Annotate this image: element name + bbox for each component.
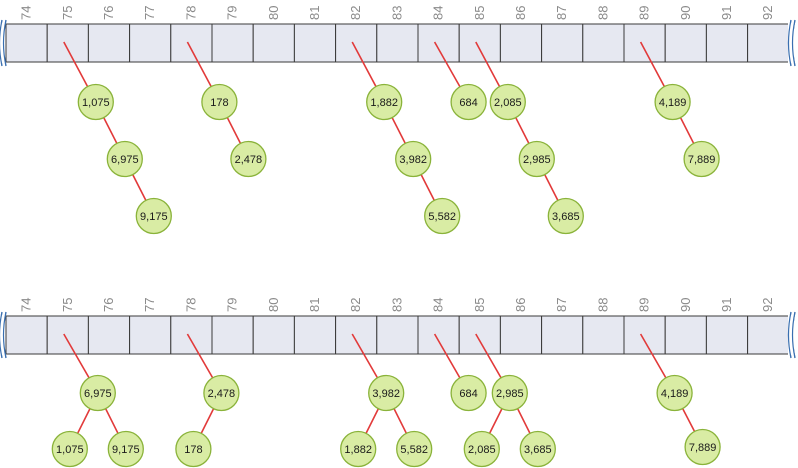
key-label: 3,982 bbox=[399, 154, 427, 166]
key-node bbox=[492, 376, 527, 411]
table-cell bbox=[706, 316, 747, 354]
key-label: 684 bbox=[459, 97, 478, 109]
index-label: 84 bbox=[430, 5, 446, 20]
key-node bbox=[369, 376, 404, 411]
index-label: 82 bbox=[348, 5, 364, 20]
index-label: 90 bbox=[677, 5, 693, 20]
key-node bbox=[136, 199, 171, 234]
key-label: 2,985 bbox=[496, 388, 524, 400]
key-label: 5,582 bbox=[400, 444, 428, 456]
key-label: 1,075 bbox=[82, 97, 110, 109]
key-label: 2,985 bbox=[523, 154, 551, 166]
index-label: 83 bbox=[389, 297, 405, 312]
key-node bbox=[520, 432, 555, 467]
table-cell bbox=[130, 24, 171, 62]
table-cell bbox=[377, 316, 418, 354]
table-cell bbox=[583, 316, 624, 354]
table-cell bbox=[212, 24, 253, 62]
table-cell bbox=[665, 24, 706, 62]
table-cell bbox=[171, 316, 212, 354]
index-label: 82 bbox=[348, 297, 364, 312]
table-cell bbox=[542, 316, 583, 354]
panel-bottom-binary-trees bbox=[0, 298, 795, 467]
index-label: 76 bbox=[101, 297, 116, 312]
table-cell bbox=[583, 24, 624, 62]
key-label: 7,889 bbox=[688, 442, 717, 454]
index-label: 87 bbox=[554, 297, 570, 312]
key-label: 3,982 bbox=[372, 388, 400, 400]
table-cell bbox=[212, 316, 253, 354]
key-label: 178 bbox=[184, 444, 203, 456]
index-label: 92 bbox=[760, 5, 776, 20]
key-label: 1,075 bbox=[56, 444, 84, 456]
key-label: 178 bbox=[210, 97, 229, 109]
key-node bbox=[176, 432, 211, 467]
key-label: 7,889 bbox=[687, 154, 716, 166]
key-label: 1,882 bbox=[344, 444, 372, 456]
table-cell bbox=[47, 316, 88, 354]
table-cell bbox=[130, 316, 171, 354]
key-label: 2,478 bbox=[207, 388, 236, 400]
table-cell bbox=[459, 316, 500, 354]
key-node bbox=[684, 142, 719, 177]
index-label: 87 bbox=[554, 5, 570, 20]
table-cell bbox=[6, 316, 47, 354]
left-break-icon bbox=[0, 20, 6, 66]
table-cell bbox=[459, 24, 500, 62]
index-label: 79 bbox=[224, 297, 240, 312]
index-label: 75 bbox=[59, 5, 75, 20]
right-break-icon bbox=[788, 312, 795, 358]
index-label: 91 bbox=[719, 297, 734, 312]
key-node bbox=[657, 376, 692, 411]
key-label: 3,685 bbox=[552, 211, 580, 223]
table-cell bbox=[294, 24, 335, 62]
table-cell bbox=[294, 316, 335, 354]
table-cell bbox=[336, 316, 377, 354]
left-break-icon bbox=[0, 312, 6, 358]
index-label: 75 bbox=[59, 297, 75, 312]
key-label: 2,085 bbox=[468, 444, 496, 456]
key-label: 3,685 bbox=[524, 444, 552, 456]
index-label: 80 bbox=[265, 297, 281, 312]
key-node bbox=[425, 199, 460, 234]
right-break-icon bbox=[788, 20, 795, 66]
index-label: 85 bbox=[471, 5, 487, 20]
index-label: 77 bbox=[142, 297, 158, 312]
table-cell bbox=[500, 24, 541, 62]
key-label: 4,189 bbox=[658, 97, 687, 109]
index-label: 89 bbox=[636, 5, 652, 20]
key-node bbox=[396, 142, 431, 177]
key-node bbox=[80, 376, 115, 411]
key-node bbox=[655, 85, 690, 120]
key-node bbox=[202, 85, 237, 120]
index-label: 78 bbox=[183, 297, 199, 312]
key-label: 5,582 bbox=[428, 211, 456, 223]
table-cell bbox=[706, 24, 747, 62]
key-label: 6,975 bbox=[84, 388, 112, 400]
key-label: 4,189 bbox=[660, 388, 689, 400]
table-cell bbox=[171, 24, 212, 62]
table-cell bbox=[336, 24, 377, 62]
index-label: 92 bbox=[760, 297, 776, 312]
key-node bbox=[490, 85, 525, 120]
index-label: 86 bbox=[513, 297, 528, 312]
table-cell bbox=[500, 316, 541, 354]
key-node bbox=[52, 432, 87, 467]
table-cell bbox=[748, 316, 789, 354]
key-label: 684 bbox=[459, 388, 478, 400]
table-cell bbox=[6, 24, 47, 62]
index-label: 84 bbox=[430, 297, 446, 312]
key-node bbox=[231, 142, 266, 177]
key-node bbox=[107, 142, 142, 177]
key-node bbox=[108, 432, 143, 467]
panel-top-chained-lists bbox=[0, 6, 795, 234]
table-cell bbox=[418, 316, 459, 354]
index-label: 88 bbox=[595, 5, 611, 20]
key-label: 2,085 bbox=[494, 97, 522, 109]
table-cell bbox=[624, 316, 665, 354]
key-node bbox=[451, 376, 486, 411]
index-label: 90 bbox=[677, 297, 693, 312]
key-label: 9,175 bbox=[112, 444, 140, 456]
index-label: 85 bbox=[471, 297, 487, 312]
table-cell bbox=[665, 316, 706, 354]
index-label: 74 bbox=[18, 297, 34, 312]
table-cell bbox=[88, 316, 129, 354]
table-cell bbox=[47, 24, 88, 62]
key-node bbox=[548, 199, 583, 234]
table-cell bbox=[377, 24, 418, 62]
key-node bbox=[204, 376, 239, 411]
key-label: 2,478 bbox=[234, 154, 263, 166]
key-node bbox=[451, 85, 486, 120]
key-node bbox=[397, 432, 432, 467]
index-label: 86 bbox=[513, 5, 528, 20]
key-node bbox=[685, 430, 720, 465]
index-label: 79 bbox=[224, 5, 240, 20]
table-cell bbox=[253, 24, 294, 62]
index-label: 81 bbox=[307, 297, 322, 312]
index-label: 81 bbox=[307, 5, 322, 20]
index-label: 78 bbox=[183, 5, 199, 20]
index-label: 83 bbox=[389, 5, 405, 20]
index-label: 91 bbox=[719, 5, 734, 20]
key-node bbox=[78, 85, 113, 120]
key-node bbox=[519, 142, 554, 177]
index-label: 74 bbox=[18, 5, 34, 20]
table-cell bbox=[88, 24, 129, 62]
index-label: 88 bbox=[595, 297, 611, 312]
table-cell bbox=[542, 24, 583, 62]
key-node bbox=[367, 85, 402, 120]
key-node bbox=[464, 432, 499, 467]
key-node bbox=[341, 432, 376, 467]
index-label: 80 bbox=[265, 5, 281, 20]
index-label: 89 bbox=[636, 297, 652, 312]
table-cell bbox=[253, 316, 294, 354]
key-label: 6,975 bbox=[111, 154, 139, 166]
index-label: 76 bbox=[101, 5, 116, 20]
table-cell bbox=[748, 24, 789, 62]
table-cell bbox=[418, 24, 459, 62]
key-label: 9,175 bbox=[140, 211, 168, 223]
key-label: 1,882 bbox=[370, 97, 398, 109]
index-label: 77 bbox=[142, 5, 158, 20]
table-cell bbox=[624, 24, 665, 62]
